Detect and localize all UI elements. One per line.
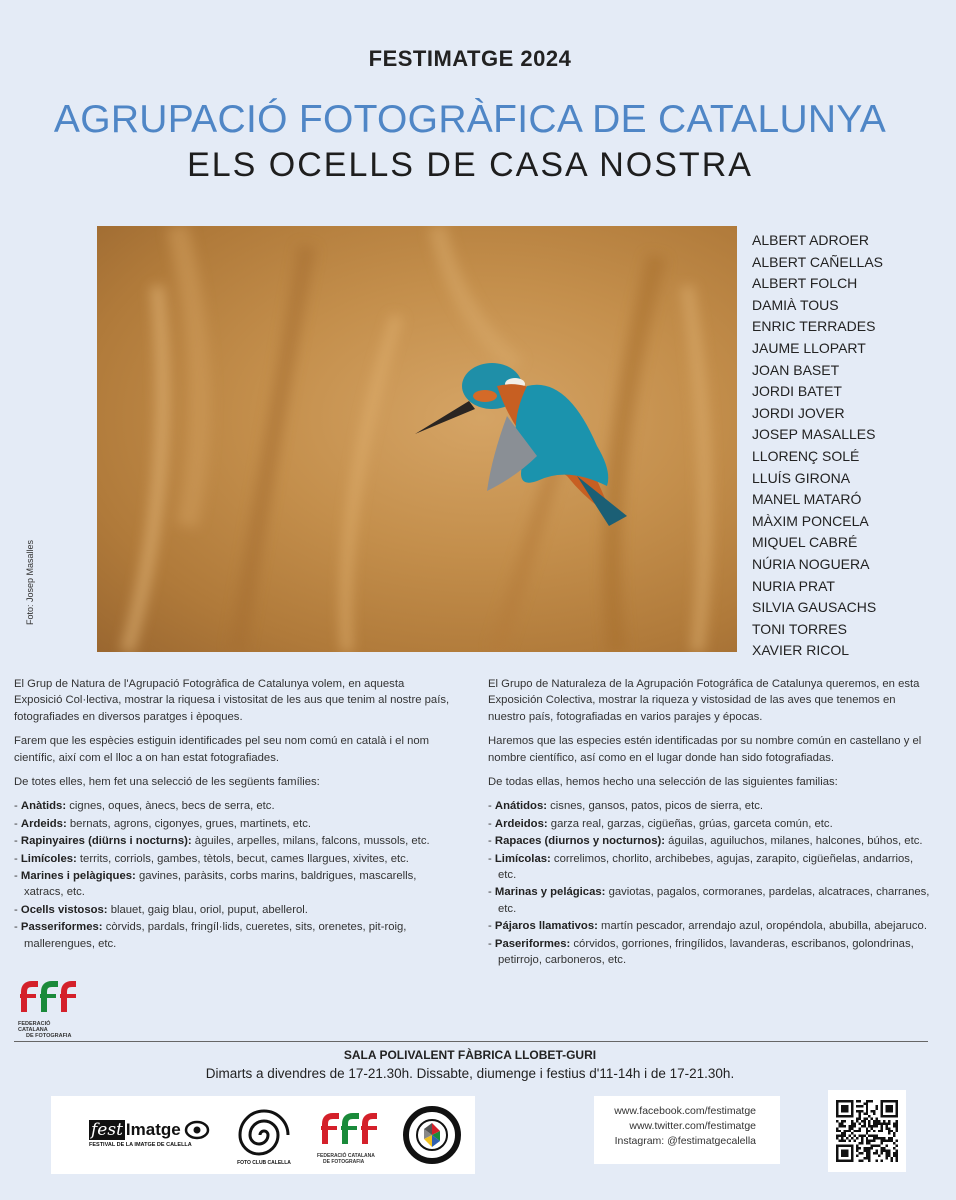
family-name: Ocells vistosos: bbox=[20, 903, 108, 916]
photographer-name: MIQUEL CABRÉ bbox=[752, 534, 858, 551]
spanish-intro: El Grupo de Naturaleza de la Agrupación Fotográfica de Catalunya queremos, en esta Exposición Colectiva, mostrar la riqueza y vistosidad de las aves que tenemos en nuestro país, fotografiadas en varios parajes y épocas. bbox=[488, 678, 920, 723]
family-name: Rapinyaires (diürns i nocturns): bbox=[20, 835, 192, 848]
qr-code-panel[interactable] bbox=[828, 1090, 906, 1172]
foto-club-text: FOTO CLUB CALELLA bbox=[237, 1160, 291, 1166]
photographer-name: ALBERT ADROER bbox=[752, 232, 869, 248]
family-examples: correlimos, chorlito, archibebes, agujas, zarapito, cigüeñelas, andarrios, etc. bbox=[498, 852, 914, 882]
photographer-name: JOAN BASET bbox=[752, 361, 840, 378]
family-examples: gavines, paràsits, corbs marins, baldrigues, mascarells, xatracs, etc. bbox=[24, 870, 417, 899]
catalan-description bbox=[14, 676, 454, 953]
family-item: - Anátidos: cisnes, gansos, patos, picos de sierra, etc. bbox=[488, 800, 764, 813]
photographer-name: ALBERT CAÑELLAS bbox=[752, 253, 883, 270]
photographer-name: NURIA PRAT bbox=[752, 577, 835, 594]
kingfisher-photo bbox=[97, 226, 737, 652]
family-examples: cignes, oques, ànecs, becs de serra, etc. bbox=[69, 800, 275, 813]
kingfisher-bird-icon bbox=[97, 226, 737, 652]
photographer-name: SILVIA GAUSACHS bbox=[752, 599, 877, 616]
family-item: - Rapinyaires (diürns i nocturns): àguiles, arpelles, milans, falcons, mussols, etc. bbox=[14, 835, 430, 848]
fcf-logo-text: FEDERACIÓ CATALANA DE FOTOGRAFIA bbox=[18, 1021, 72, 1039]
family-examples: córvidos, gorriones, fringílidos, lavanderas, escribanos, golondrinas, petirrojo, carboneros, etc. bbox=[498, 937, 914, 967]
festimatge-subtitle: FESTIVAL DE LA IMATGE DE CALELLA bbox=[89, 1142, 192, 1148]
spanish-identification: Haremos que las especies estén identificadas por su nombre común en castellano y el nombre científico, así como en el lugar donde han sido fotografiadas. bbox=[488, 735, 922, 764]
family-item: - Marines i pelàgiques: gavines, paràsits, corbs marins, baldrigues, mascarells, xatracs, etc. bbox=[14, 870, 417, 899]
catalan-identification: Farem que les espècies estiguin identificades pel seu nom comú en català i el nom científic, així com el lloc a on han estat fotografiades. bbox=[14, 735, 430, 764]
family-item: - Ocells vistosos: blauet, gaig blau, oriol, puput, abellerol. bbox=[14, 903, 308, 916]
family-name: Anàtids: bbox=[20, 800, 67, 813]
family-examples: martín pescador, arrendajo azul, oropéndola, abubilla, abejaruco. bbox=[601, 920, 927, 933]
organization-title: AGRUPACIÓ FOTOGRÀFICA DE CATALUNYA bbox=[53, 98, 887, 141]
photographer-name: ENRIC TERRADES bbox=[752, 318, 876, 335]
eye-icon bbox=[184, 1120, 210, 1140]
catalan-selection: De totes elles, hem fet una selecció de les següents famílies: bbox=[14, 776, 320, 789]
facebook-link[interactable]: www.facebook.com/festimatge bbox=[614, 1105, 756, 1117]
festimatge-fest: fest bbox=[91, 1120, 123, 1140]
camera-lens-logo bbox=[403, 1106, 461, 1164]
photographer-name: JAUME LLOPART bbox=[752, 339, 866, 356]
photographer-name: LLORENÇ SOLÉ bbox=[752, 447, 860, 464]
family-name: Marines i pelàgiques: bbox=[20, 870, 136, 883]
photographer-name: MANEL MATARÓ bbox=[752, 491, 862, 508]
divider bbox=[14, 1041, 928, 1042]
family-name: Anátidos: bbox=[494, 800, 547, 813]
family-name: Ardeids: bbox=[20, 817, 67, 830]
family-name: Rapaces (diurnos y nocturnos): bbox=[494, 835, 666, 848]
family-name: Limícolas: bbox=[494, 852, 551, 865]
instagram-link[interactable]: Instagram: @festimatgecalella bbox=[614, 1135, 756, 1147]
family-name: Passeriformes: bbox=[20, 921, 103, 934]
family-examples: águilas, aguiluchos, milanes, halcones, búhos, etc. bbox=[668, 835, 923, 848]
family-item: - Rapaces (diurnos y nocturnos): águilas, aguiluchos, milanes, halcones, búhos, etc. bbox=[488, 835, 923, 848]
festimatge-logo bbox=[89, 1120, 219, 1148]
family-item: - Ardeids: bernats, agrons, cigonyes, grues, martinets, etc. bbox=[14, 817, 311, 830]
family-item: - Limícolas: correlimos, chorlito, archibebes, agujas, zarapito, cigüeñelas, andarrios, etc. bbox=[488, 852, 914, 882]
family-name: Marinas y pelágicas: bbox=[494, 886, 606, 899]
photographer-name: TONI TORRES bbox=[752, 620, 847, 637]
family-examples: blauet, gaig blau, oriol, puput, abellerol. bbox=[110, 903, 308, 916]
family-examples: còrvids, pardals, fringíl·lids, cueretes, sits, orenetes, pit-roig, mallerengues, etc. bbox=[24, 921, 407, 950]
sponsor-logos-panel bbox=[51, 1096, 475, 1174]
fcf-sponsor-text: FEDERACIÓ CATALANA DE FOTOGRAFIA bbox=[317, 1153, 375, 1165]
catalan-families-list bbox=[14, 798, 454, 952]
family-item: - Limícoles: territs, corriols, gambes, tètols, becut, cames llargues, xivites, etc. bbox=[14, 852, 409, 865]
family-examples: gaviotas, pagalos, cormoranes, pardelas, alcatraces, charranes, etc. bbox=[498, 886, 930, 915]
family-item: - Passeriformes: còrvids, pardals, fringíl·lids, cueretes, sits, orenetes, pit-roig, mallerengues, etc. bbox=[14, 921, 407, 950]
photographer-name: LLUÍS GIRONA bbox=[752, 469, 851, 486]
spanish-families-list bbox=[488, 798, 930, 968]
family-examples: bernats, agrons, cigonyes, grues, martinets, etc. bbox=[69, 817, 311, 830]
spanish-selection: De todas ellas, hemos hecho una selección de las siguientes familias: bbox=[488, 776, 838, 789]
qr-code-icon bbox=[836, 1100, 898, 1162]
foto-club-calella-logo bbox=[229, 1100, 299, 1170]
photographer-name: MÀXIM PONCELA bbox=[752, 512, 869, 529]
photographer-name: XAVIER RICOL bbox=[752, 642, 849, 659]
family-item: - Anàtids: cignes, oques, ànecs, becs de serra, etc. bbox=[14, 800, 275, 813]
festimatge-imatge: Imatge bbox=[125, 1120, 181, 1139]
family-name: Paseriformes: bbox=[494, 937, 571, 950]
family-item: - Paseriformes: córvidos, gorriones, fringílidos, lavanderas, escribanos, golondrinas, petirrojo, carboneros, etc. bbox=[488, 937, 914, 967]
spanish-description bbox=[488, 676, 930, 970]
venue-name: SALA POLIVALENT FÀBRICA LLOBET-GURI bbox=[343, 1048, 597, 1062]
photographer-name: JOSEP MASALLES bbox=[752, 426, 876, 443]
twitter-link[interactable]: www.twitter.com/festimatge bbox=[629, 1120, 756, 1132]
family-name: Ardeidos: bbox=[494, 817, 548, 830]
camera-lens-icon bbox=[403, 1106, 461, 1164]
catalan-intro: El Grup de Natura de l'Agrupació Fotogràfica de Catalunya volem, en aquesta Exposició Col·lectiva, mostrar la riquesa i vistositat de les aus que tenim al nostre país, fotografiades en diversos paratges i èpoques. bbox=[14, 678, 450, 723]
family-examples: territs, corriols, gambes, tètols, becut, cames llargues, xivites, etc. bbox=[79, 852, 409, 865]
photographers-list bbox=[752, 230, 883, 662]
social-links-panel bbox=[594, 1096, 780, 1164]
family-examples: cisnes, gansos, patos, picos de sierra, etc. bbox=[550, 800, 764, 813]
photographer-name: NÚRIA NOGUERA bbox=[752, 555, 870, 572]
festival-title: FESTIMATGE 2024 bbox=[368, 46, 572, 71]
family-examples: àguiles, arpelles, milans, falcons, mussols, etc. bbox=[194, 835, 430, 848]
family-item: - Pájaros llamativos: martín pescador, arrendajo azul, oropéndola, abubilla, abejaruco. bbox=[488, 920, 927, 933]
photographer-name: JORDI BATET bbox=[752, 383, 842, 400]
photographer-name: DAMIÀ TOUS bbox=[752, 296, 839, 313]
photo-credit: Foto: Josep Masalles bbox=[25, 539, 35, 625]
family-examples: garza real, garzas, cigüeñas, grúas, garceta común, etc. bbox=[550, 817, 833, 830]
fcf-sponsor-logo bbox=[317, 1112, 381, 1165]
family-name: Pájaros llamativos: bbox=[494, 920, 598, 933]
photographer-name: JORDI JOVER bbox=[752, 404, 845, 421]
family-name: Limícoles: bbox=[20, 852, 77, 865]
family-item: - Marinas y pelágicas: gaviotas, pagalos, cormoranes, pardelas, alcatraces, charranes, etc. bbox=[488, 886, 930, 915]
fcf-logo-mark-icon bbox=[18, 980, 78, 1016]
photographer-name: ALBERT FOLCH bbox=[752, 275, 858, 292]
fcf-sponsor-mark-icon bbox=[317, 1112, 381, 1148]
venue-hours: Dimarts a divendres de 17-21.30h. Dissabte, diumenge i festius d'11-14h i de 17-21.30h. bbox=[205, 1066, 735, 1081]
fcf-logo bbox=[18, 980, 78, 1039]
exhibition-title: ELS OCELLS DE CASA NOSTRA bbox=[187, 146, 753, 184]
family-item: - Ardeidos: garza real, garzas, cigüeñas, grúas, garceta común, etc. bbox=[488, 817, 833, 830]
